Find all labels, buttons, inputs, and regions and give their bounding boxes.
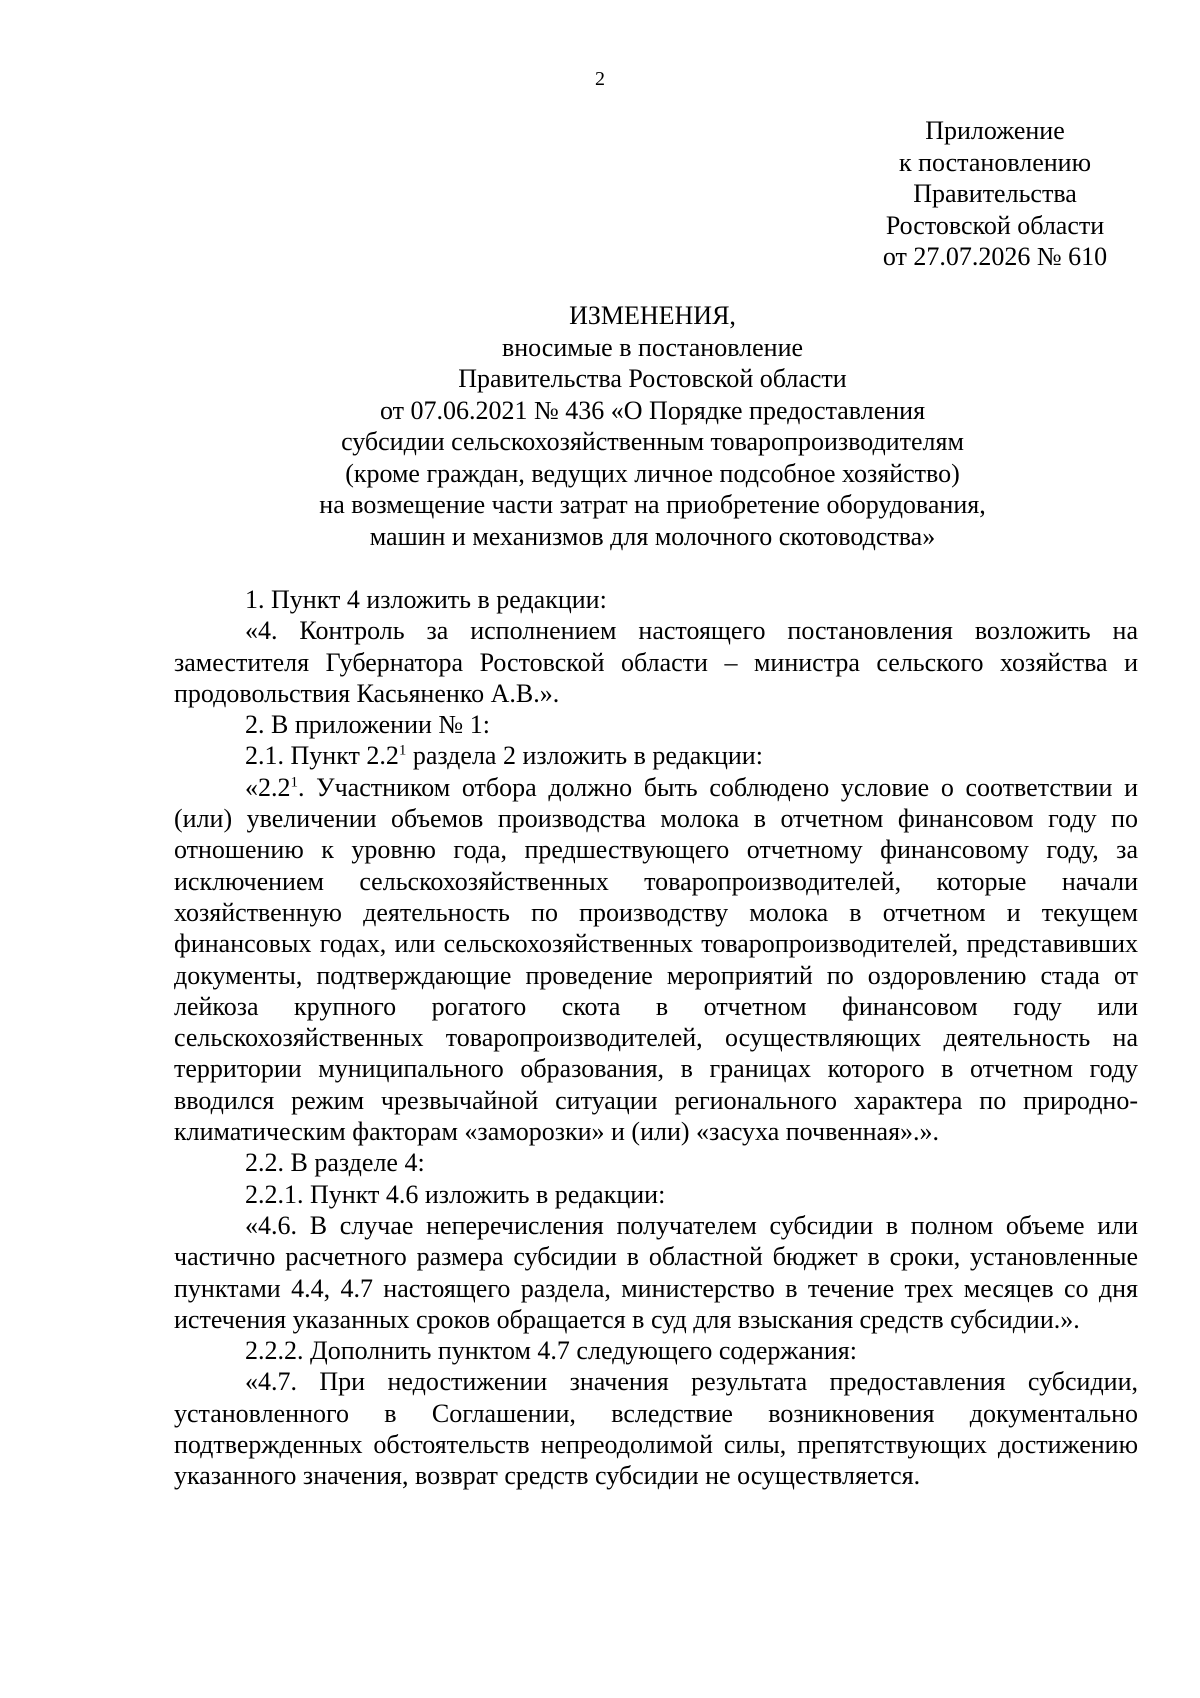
title-line: (кроме граждан, ведущих личное подсобное хозяйство) — [345, 458, 960, 488]
title-line: субсидии сельскохозяйственным товаропроизводителям — [341, 427, 964, 456]
superscript: 1 — [398, 742, 407, 759]
title-line: машин и механизмов для молочного скотоводства» — [369, 521, 936, 551]
paragraph-2: «4. Контроль за исполнением настоящего постановления возложить на заместителя Губернатора Ростовской области – министра сельского хозяйства и продовольствия Касьяненко А.В.». — [174, 616, 1138, 708]
title-line: от 07.06.2021 № 436 «О Порядке предоставления — [379, 395, 926, 425]
superscript: 1 — [290, 774, 298, 791]
paragraph-10: «4.7. При недостижении значения результата предоставления субсидии, установленного в Соглашении, вследствие возникновения документально подтвержденных обстоятельств непреодолимой силы, препятствующих достижению указанного значения, возврат средств субсидии не осуществляется. — [174, 1367, 1138, 1491]
appendix-line: от 27.07.2026 № 610 — [882, 242, 1108, 271]
paragraph-4 — [174, 740, 1138, 771]
paragraph-6: 2.2. В разделе 4: — [245, 1148, 425, 1178]
paragraph-5-text: . Участником отбора должно быть соблюдено условие о соответствии и (или) увеличении объемов производства молока в отчетном финансовом году по отношению к уровню года, предшествующего отчетному финансовому году, за исключением сельскохозяйственных товаропроизводителей, которые начали хозяйственную деятельность по производству молока в отчетном и текущем финансовых годах, или сельскохозяйственных товаропроизводителей, представивших документы, подтверждающие проведение мероприятий по оздоровлению стада от лейкоза крупного рогатого скота в отчетном финансовом году или сельскохозяйственных товаропроизводителей, осуществляющих деятельность на территории муниципального образования, в границах которого в отчетном году вводился режим чрезвычайной ситуации регионального характера по природно-климатическим факторам «заморозки» и (или) «засуха почвенная».». — [174, 772, 1138, 1147]
paragraph-4-text: раздела 2 изложить в редакции: — [406, 741, 763, 771]
title-line: на возмещение части затрат на приобретение оборудования, — [319, 490, 986, 519]
document-body — [174, 584, 1138, 1492]
paragraph-1: 1. Пункт 4 изложить в редакции: — [245, 585, 607, 614]
title-heading: ИЗМЕНЕНИЯ, — [569, 301, 736, 330]
paragraph-8: «4.6. В случае неперечисления получателем субсидии в полном объеме или частично расчетного размера субсидии в областной бюджет в сроки, установленные пунктами 4.4, 4.7 настоящего раздела, министерство в течение трех месяцев со дня истечения указанных сроков обращается в суд для взыскания средств субсидии.». — [174, 1210, 1138, 1334]
paragraph-5 — [174, 772, 1138, 1148]
paragraph-7: 2.2.1. Пункт 4.6 изложить в редакции: — [245, 1179, 666, 1209]
title-line: вносимые в постановление — [501, 332, 804, 362]
title-line: Правительства Ростовской области — [458, 364, 847, 393]
appendix-line: Правительства — [913, 179, 1077, 208]
appendix-line: к постановлению — [898, 147, 1092, 177]
paragraph-3: 2. В приложении № 1: — [245, 710, 490, 740]
appendix-block — [800, 115, 1190, 273]
appendix-line: Ростовской области — [885, 210, 1105, 240]
paragraph-5-text: «2.2 — [245, 772, 291, 802]
page-number: 2 — [595, 68, 605, 90]
paragraph-9: 2.2.2. Дополнить пунктом 4.7 следующего содержания: — [245, 1336, 857, 1366]
document-title — [170, 300, 1135, 552]
appendix-line: Приложение — [925, 116, 1065, 145]
paragraph-4-text: 2.1. Пункт 2.2 — [245, 741, 399, 771]
